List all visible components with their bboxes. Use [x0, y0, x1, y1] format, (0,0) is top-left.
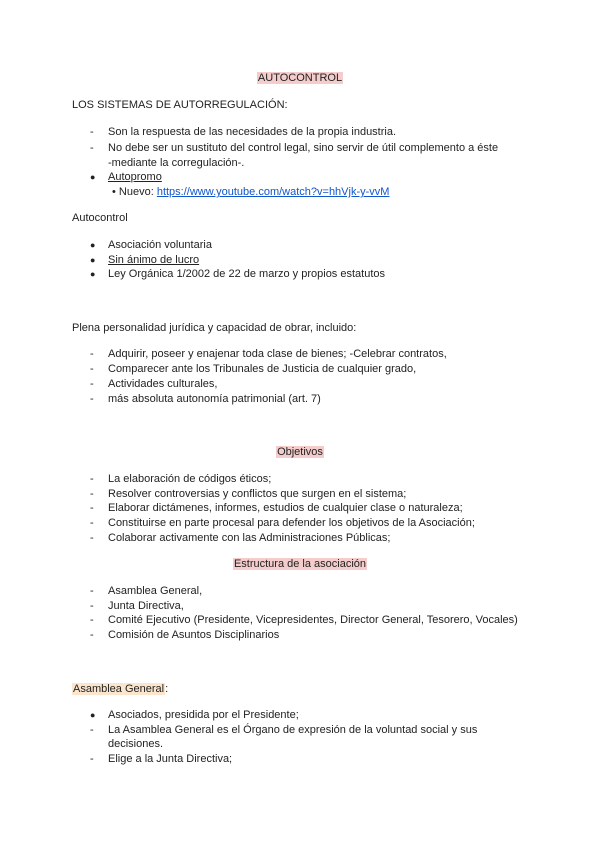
list-item: Actividades culturales, [108, 378, 218, 390]
dash-marker: - [90, 488, 94, 500]
estructura-heading [0, 558, 600, 571]
bullet-marker: ● [90, 172, 96, 182]
dash-marker: - [90, 585, 94, 597]
dash-marker: - [90, 378, 94, 390]
objetivos-heading-text: Objetivos [277, 446, 323, 458]
capacity-heading: Plena personalidad jurídica y capacidad de obrar, incluido: [72, 322, 357, 334]
list-item: Comparecer ante los Tribunales de Justicia de cualquier grado, [108, 363, 417, 375]
autocontrol-label: Autocontrol [72, 212, 128, 224]
list-item: Elaborar dictámenes, informes, estudios de cualquier clase o naturaleza; [108, 502, 463, 514]
list-item: Son la respuesta de las necesidades de la propia industria. [108, 126, 397, 138]
dash-marker: - [90, 614, 94, 626]
dash-marker: - [90, 473, 94, 485]
list-item: Elige a la Junta Directiva; [108, 753, 233, 765]
list-item: Junta Directiva, [108, 600, 184, 612]
list-item: Comité Ejecutivo (Presidente, Vicepresidentes, Director General, Tesorero, Vocales) [108, 614, 518, 626]
dash-marker: - [90, 724, 94, 736]
dash-marker: - [90, 126, 94, 138]
autopromo-new-line [112, 186, 389, 199]
list-item: Asamblea General, [108, 585, 203, 597]
list-item: Sin ánimo de lucro [108, 254, 200, 266]
youtube-link[interactable]: https://www.youtube.com/watch?v=hhVjk-y-vvM [156, 186, 390, 198]
list-item: Comisión de Asuntos Disciplinarios [108, 629, 280, 641]
asamblea-heading [72, 683, 168, 696]
list-item: No debe ser un sustituto del control legal, sino servir de útil complemento a éste [108, 142, 499, 154]
dash-marker: - [90, 142, 94, 154]
objetivos-heading [0, 446, 600, 459]
dash-marker: - [90, 393, 94, 405]
dash-marker: - [90, 502, 94, 514]
bullet-marker: ● [90, 240, 96, 250]
bullet-marker: ● [90, 710, 96, 720]
autopromo-label: Autopromo [108, 171, 162, 183]
dash-marker: - [90, 348, 94, 360]
list-item: La Asamblea General es el Órgano de expresión de la voluntad social y sus [108, 724, 478, 736]
list-item: Adquirir, poseer y enajenar toda clase de bienes; -Celebrar contratos, [108, 348, 447, 360]
estructura-heading-text: Estructura de la asociación [233, 558, 367, 570]
intro-heading: LOS SISTEMAS DE AUTORREGULACIÓN: [72, 99, 288, 111]
dash-marker: - [90, 629, 94, 641]
list-item: Resolver controversias y conflictos que surgen en el sistema; [108, 488, 407, 500]
bullet-marker: ● [90, 255, 96, 265]
list-item: Asociación voluntaria [108, 239, 212, 251]
dash-marker: - [90, 363, 94, 375]
dash-marker: - [90, 517, 94, 529]
list-item-continuation: decisiones. [108, 738, 164, 750]
list-item: Colaborar activamente con las Administraciones Públicas; [108, 532, 391, 544]
asamblea-heading-colon: : [165, 683, 169, 695]
list-item: Constituirse en parte procesal para defender los objetivos de la Asociación; [108, 517, 475, 529]
new-prefix: • Nuevo: [112, 186, 154, 198]
dash-marker: - [90, 532, 94, 544]
list-item: La elaboración de códigos éticos; [108, 473, 272, 485]
list-item: Asociados, presidida por el Presidente; [108, 709, 299, 721]
asamblea-heading-text: Asamblea General [73, 683, 165, 695]
list-item: Ley Orgánica 1/2002 de 22 de marzo y propios estatutos [108, 268, 386, 280]
page-title [0, 72, 600, 85]
dash-marker: - [90, 753, 94, 765]
bullet-marker: ● [90, 269, 96, 279]
title-text: AUTOCONTROL [257, 72, 343, 84]
dash-marker: - [90, 600, 94, 612]
list-item-continuation: -mediante la corregulación-. [108, 157, 245, 169]
list-item: más absoluta autonomía patrimonial (art. 7) [108, 393, 321, 405]
